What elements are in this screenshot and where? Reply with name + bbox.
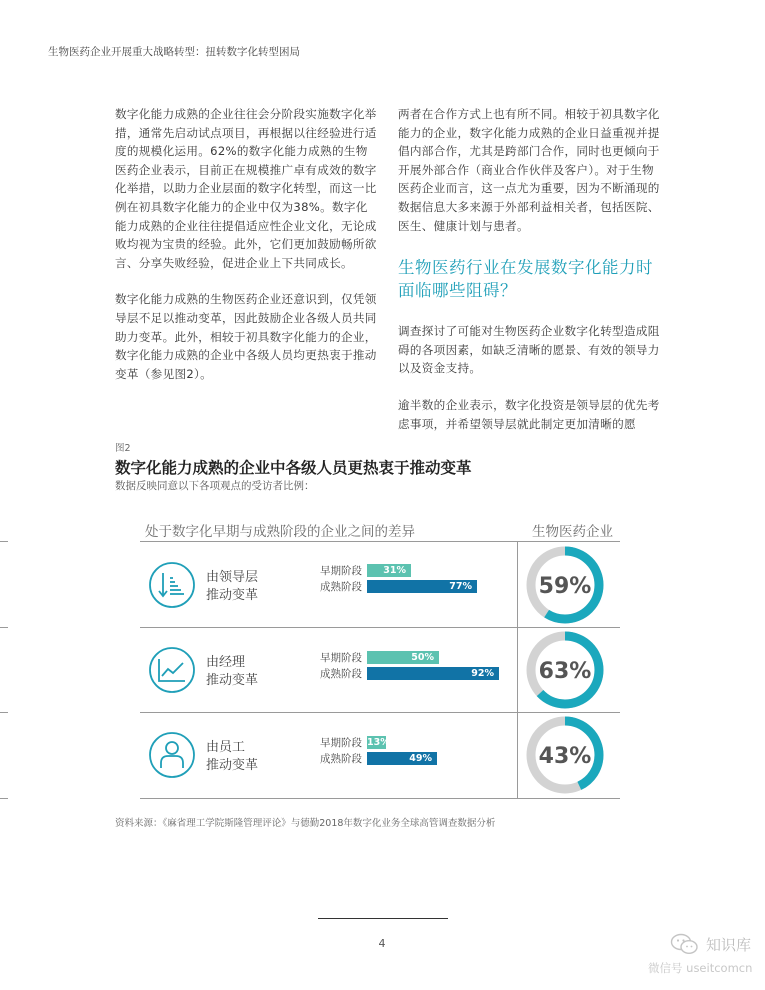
wechat-icon xyxy=(670,932,700,956)
body-paragraph: 数字化能力成熟的生物医药企业还意识到，仅凭领导层不足以推动变革，因此鼓励企业各级人员共同助力变革。此外，相较于初具数字化能力的企业，数字化能力成熟的企业中各级人员均更热衷于推动变革（参见图2）。 xyxy=(115,292,377,381)
chart-row-employees xyxy=(140,713,620,797)
body-paragraph: 调查探讨了可能对生物医药企业数字化转型造成阻碍的各项因素，如缺乏清晰的愿景、有效的领导力以及资金支持。 xyxy=(398,324,660,376)
figure-title: 数字化能力成熟的企业中各级人员更热衷于推动变革 xyxy=(115,459,472,477)
footer-rule xyxy=(318,918,448,919)
row-label-line: 推动变革 xyxy=(206,588,259,603)
chart-left-heading: 处于数字化早期与成熟阶段的企业之间的差异 xyxy=(145,524,415,540)
chart-bottom-rule xyxy=(140,798,620,799)
row-label xyxy=(206,569,286,605)
stage-label-mature: 成熟阶段 xyxy=(320,668,362,680)
stage-label-early: 早期阶段 xyxy=(320,565,362,577)
leadership-icon xyxy=(148,561,196,609)
person-icon xyxy=(148,731,196,779)
section-heading: 生物医药行业在发展数字化能力时面临哪些阻碍？ xyxy=(398,258,653,300)
margin-mark xyxy=(0,798,8,799)
bar-mature: 77% xyxy=(367,580,477,593)
donut-chart xyxy=(525,545,605,625)
figure-subtitle: 数据反映同意以下各项观点的受访者比例： xyxy=(115,480,315,492)
stage-label-early: 早期阶段 xyxy=(320,652,362,664)
left-column xyxy=(115,105,377,401)
row-label-line: 由领导层 xyxy=(206,570,259,585)
watermark xyxy=(648,932,763,982)
chart-right-heading: 生物医药企业 xyxy=(532,524,613,540)
bar-mature: 92% xyxy=(367,667,499,680)
stage-label-mature: 成熟阶段 xyxy=(320,753,362,765)
donut-chart xyxy=(525,715,605,795)
figure-source: 资料来源：《麻省理工学院斯隆管理评论》与德勤2018年数字化业务全球高管调查数据分析 xyxy=(115,818,496,829)
body-paragraph: 两者在合作方式上也有所不同。相较于初具数字化能力的企业，数字化能力成熟的企业日益重视并提倡内部合作，尤其是跨部门合作，同时也更倾向于开展外部合作（商业合作伙伴及客户）。对于生物医药企业而言，这一点尤为重要，因为不断涌现的数据信息大多来源于外部利益相关者，包括医院、医生、健康计划与患者。 xyxy=(398,107,660,233)
bar-early: 50% xyxy=(367,651,439,664)
chart-row-managers xyxy=(140,628,620,712)
bar-early: 13% xyxy=(367,737,390,748)
watermark-account: 微信号 useitcomcn xyxy=(648,961,753,975)
row-label-line: 推动变革 xyxy=(206,673,259,688)
running-header: 生物医药企业开展重大战略转型：扭转数字化转型困局 xyxy=(48,46,300,58)
figure-label: 图2 xyxy=(115,443,131,454)
bar-mature: 49% xyxy=(367,752,437,765)
donut-value: 43% xyxy=(538,744,592,769)
row-label-line: 推动变革 xyxy=(206,758,259,773)
body-paragraph: 数字化能力成熟的企业往往会分阶段实施数字化举措，通常先启动试点项目，再根据以往经验进行适度的规模化运用。62%的数字化能力成熟的生物医药企业表示，目前正在规模推广卓有成效的数字化举措，以助力企业层面的数字化转型，而这一比例在初具数字化能力的企业中仅为38%。数字化能力成熟的企业往往提倡适应性企业文化，无论成败均视为宝贵的经验。此外，它们更加鼓励畅所欲言、分享失败经验，促进企业上下共同成长。 xyxy=(115,107,377,270)
bar-early: 31% xyxy=(367,564,411,577)
chart-row-leadership xyxy=(140,543,620,627)
margin-mark xyxy=(0,627,8,628)
donut-value: 59% xyxy=(538,574,592,599)
margin-mark xyxy=(0,541,8,542)
right-column xyxy=(398,105,660,451)
stage-label-early: 早期阶段 xyxy=(320,737,362,749)
chart-top-rule xyxy=(140,541,620,542)
page-number: 4 xyxy=(378,937,386,950)
row-label-line: 由员工 xyxy=(206,740,246,755)
donut-value: 63% xyxy=(538,659,592,684)
watermark-name: 知识库 xyxy=(706,936,752,954)
margin-mark xyxy=(0,712,8,713)
stage-label-mature: 成熟阶段 xyxy=(320,581,362,593)
row-label-line: 由经理 xyxy=(206,655,246,670)
row-label xyxy=(206,739,286,775)
body-paragraph: 逾半数的企业表示，数字化投资是领导层的优先考虑事项，并希望领导层就此制定更加清晰的愿 xyxy=(398,397,660,431)
donut-chart xyxy=(525,630,605,710)
rising-chart-icon xyxy=(148,646,196,694)
row-label xyxy=(206,654,286,690)
